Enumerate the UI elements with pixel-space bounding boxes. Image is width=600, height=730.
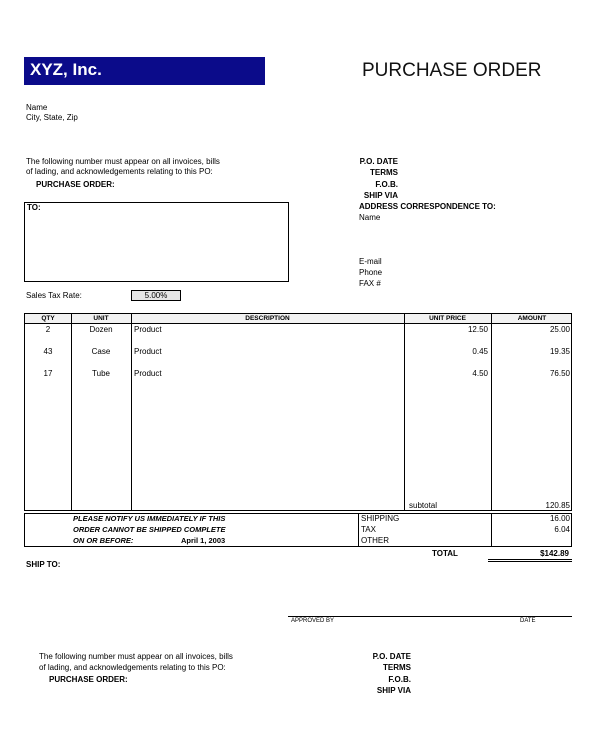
ship-via-label: SHIP VIA <box>363 191 398 200</box>
footer-notice-line-1: The following number must appear on all invoices, bills <box>39 652 233 661</box>
row-2-unit-price[interactable]: 0.45 <box>472 347 488 356</box>
notice-line-2: of lading, and acknowledgements relating to this PO: <box>26 167 213 176</box>
ship-to-label: SHIP TO: <box>26 560 61 569</box>
fob-label: F.O.B. <box>375 180 398 189</box>
row-2-unit[interactable]: Case <box>91 347 111 356</box>
notice-line-1: The following number must appear on all invoices, bills <box>26 157 220 166</box>
footer-terms-label: TERMS <box>383 663 411 672</box>
footer-ship-via-label: SHIP VIA <box>376 686 411 695</box>
notify-line-3: ON OR BEFORE: <box>73 536 134 545</box>
row-1-unit-price[interactable]: 12.50 <box>467 325 488 334</box>
sales-tax-value[interactable]: 5.00% <box>131 290 181 301</box>
to-address-box[interactable] <box>24 202 289 282</box>
row-3-description[interactable]: Product <box>134 369 162 378</box>
po-date-label: P.O. DATE <box>359 157 398 166</box>
charges-block <box>24 513 572 547</box>
header-amount: AMOUNT <box>517 315 547 322</box>
header-unit: UNIT <box>93 315 109 322</box>
subtotal-value: 120.85 <box>545 501 570 510</box>
row-3-qty[interactable]: 17 <box>43 369 53 378</box>
total-label: TOTAL <box>432 549 458 558</box>
other-label: OTHER <box>361 536 389 545</box>
footer-purchase-order-label: PURCHASE ORDER: <box>49 675 128 684</box>
company-name: XYZ, Inc. <box>30 60 102 79</box>
correspondence-email: E-mail <box>359 257 382 266</box>
approved-by-label: APPROVED BY <box>291 618 335 624</box>
tax-value: 6.04 <box>554 525 570 534</box>
row-3-amount: 76.50 <box>549 369 570 378</box>
document-title: PURCHASE ORDER <box>362 60 542 81</box>
header-unit-price: UNIT PRICE <box>429 315 466 322</box>
row-1-unit[interactable]: Dozen <box>89 325 113 334</box>
approval-line <box>288 616 572 617</box>
subtotal-label: subtotal <box>409 501 438 510</box>
header-qty: QTY <box>41 315 55 322</box>
sales-tax-label: Sales Tax Rate: <box>26 291 82 300</box>
purchase-order-label: PURCHASE ORDER: <box>36 180 115 189</box>
correspondence-heading: ADDRESS CORRESPONDENCE TO: <box>359 202 496 211</box>
notify-line-1: PLEASE NOTIFY US IMMEDIATELY IF THIS <box>73 514 226 523</box>
correspondence-phone: Phone <box>359 268 383 277</box>
row-1-amount: 25.00 <box>549 325 570 334</box>
footer-po-date-label: P.O. DATE <box>372 652 411 661</box>
row-2-qty[interactable]: 43 <box>43 347 53 356</box>
footer-fob-label: F.O.B. <box>388 675 411 684</box>
correspondence-name: Name <box>359 213 381 222</box>
shipping-label: SHIPPING <box>361 514 400 523</box>
row-1-qty[interactable]: 2 <box>45 325 51 334</box>
total-value: $142.89 <box>540 549 569 558</box>
company-address-city: City, State, Zip <box>26 113 78 122</box>
shipping-value[interactable]: 16.00 <box>549 514 570 523</box>
row-1-description[interactable]: Product <box>134 325 162 334</box>
terms-label: TERMS <box>370 168 398 177</box>
row-2-amount: 19.35 <box>549 347 570 356</box>
to-label: TO: <box>27 203 41 212</box>
correspondence-fax: FAX # <box>359 279 381 288</box>
approval-date-label: DATE <box>520 618 536 624</box>
line-items-table <box>24 313 572 511</box>
company-address-name: Name <box>26 103 48 112</box>
row-3-unit-price[interactable]: 4.50 <box>472 369 488 378</box>
row-3-unit[interactable]: Tube <box>92 369 110 378</box>
header-description: DESCRIPTION <box>245 315 290 322</box>
notify-line-2: ORDER CANNOT BE SHIPPED COMPLETE <box>73 525 226 534</box>
ship-by-date[interactable]: April 1, 2003 <box>181 536 226 545</box>
row-2-description[interactable]: Product <box>134 347 162 356</box>
footer-notice-line-2: of lading, and acknowledgements relating to this PO: <box>39 663 226 672</box>
tax-label: TAX <box>361 525 376 534</box>
